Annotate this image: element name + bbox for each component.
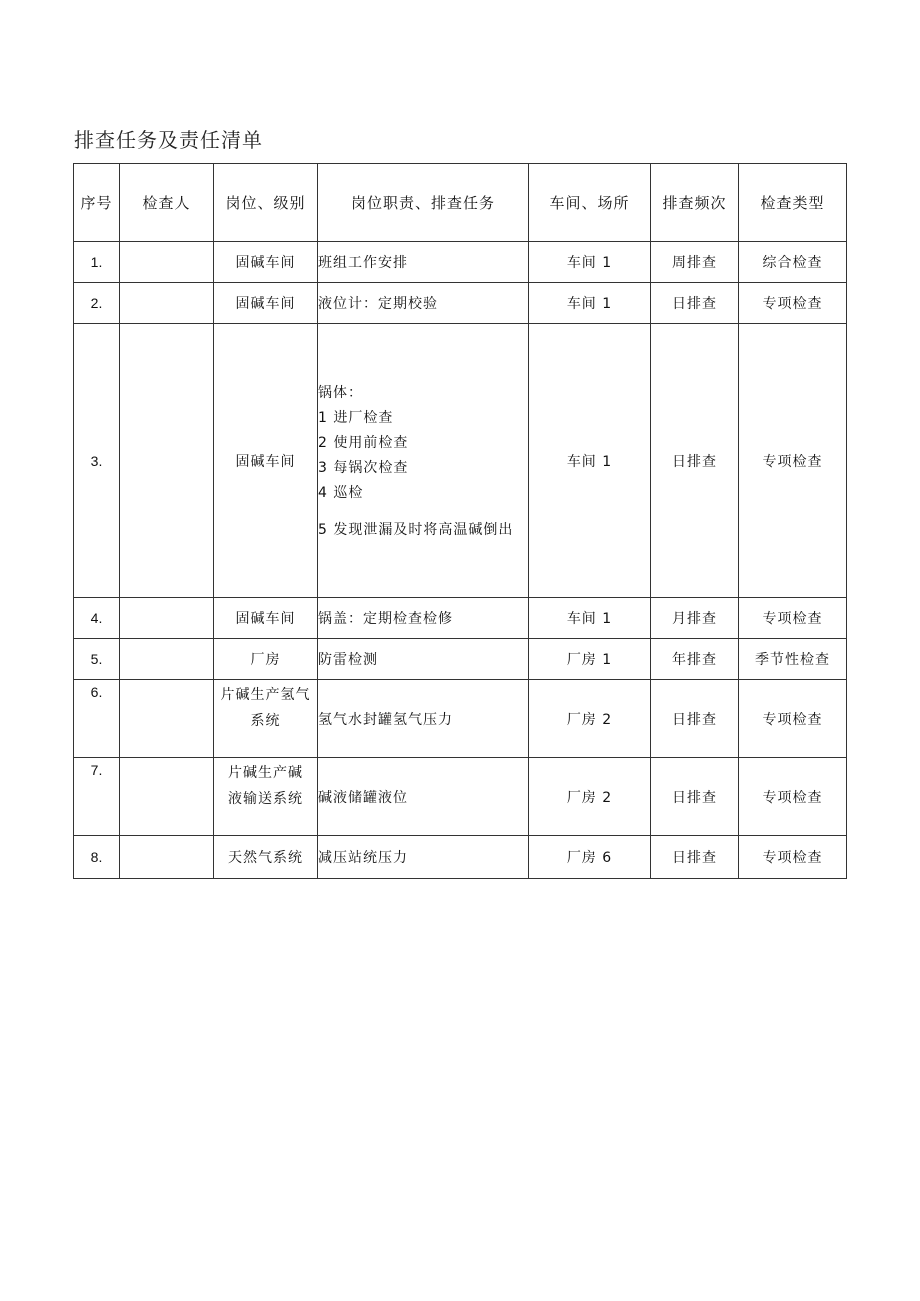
row-position xyxy=(214,758,318,836)
row-task: 锅盖：定期检查检修 xyxy=(318,598,529,639)
row-inspector xyxy=(120,836,214,879)
row-location: 车间 1 xyxy=(529,324,651,598)
row-type: 专项检查 xyxy=(739,836,847,879)
header-inspector: 检查人 xyxy=(120,164,214,242)
row-seq: 2. xyxy=(74,283,120,324)
table-header-row xyxy=(74,164,847,242)
table-row xyxy=(74,598,847,639)
row-position xyxy=(214,680,318,758)
row-type: 专项检查 xyxy=(739,324,847,598)
table-row xyxy=(74,283,847,324)
row-position: 固碱车间 xyxy=(214,242,318,283)
header-position: 岗位、级别 xyxy=(214,164,318,242)
position-line: 片碱生产碱 xyxy=(228,765,303,781)
row-task: 减压站统压力 xyxy=(318,836,529,879)
row-seq: 1. xyxy=(74,242,120,283)
table-row xyxy=(74,639,847,680)
row-task: 防雷检测 xyxy=(318,639,529,680)
row-frequency: 周排查 xyxy=(651,242,739,283)
position-line: 系统 xyxy=(250,713,281,729)
header-seq: 序号 xyxy=(74,164,120,242)
header-type: 检查类型 xyxy=(739,164,847,242)
row-seq: 4. xyxy=(74,598,120,639)
row-location: 车间 1 xyxy=(529,242,651,283)
row-frequency: 月排查 xyxy=(651,598,739,639)
row-task: 班组工作安排 xyxy=(318,242,529,283)
row-inspector xyxy=(120,242,214,283)
row-location: 车间 1 xyxy=(529,283,651,324)
task-line: 4 巡检 xyxy=(318,484,364,501)
row-task: 碱液储罐液位 xyxy=(318,758,529,836)
row-type: 综合检查 xyxy=(739,242,847,283)
task-line: 3 每锅次检查 xyxy=(318,459,409,476)
row-position: 天然气系统 xyxy=(214,836,318,879)
row-task: 液位计：定期校验 xyxy=(318,283,529,324)
table-row xyxy=(74,324,847,598)
position-line: 片碱生产氢气 xyxy=(220,687,311,703)
row-inspector xyxy=(120,680,214,758)
row-frequency: 日排查 xyxy=(651,283,739,324)
row-type: 季节性检查 xyxy=(739,639,847,680)
row-type: 专项检查 xyxy=(739,680,847,758)
row-frequency: 日排查 xyxy=(651,836,739,879)
row-frequency: 年排查 xyxy=(651,639,739,680)
table-row xyxy=(74,680,847,758)
table-row xyxy=(74,758,847,836)
task-line: 锅体： xyxy=(318,384,363,401)
header-location: 车间、场所 xyxy=(529,164,651,242)
row-seq: 7. xyxy=(74,758,120,836)
row-position: 固碱车间 xyxy=(214,598,318,639)
row-frequency: 日排查 xyxy=(651,680,739,758)
row-location: 车间 1 xyxy=(529,598,651,639)
row-task: 氢气水封罐氢气压力 xyxy=(318,680,529,758)
row-inspector xyxy=(120,758,214,836)
row-type: 专项检查 xyxy=(739,758,847,836)
task-line: 1 进厂检查 xyxy=(318,409,394,426)
row-seq: 5. xyxy=(74,639,120,680)
row-task-list xyxy=(318,324,529,598)
row-inspector xyxy=(120,324,214,598)
row-location: 厂房 2 xyxy=(529,758,651,836)
task-responsibility-table xyxy=(73,163,847,879)
row-seq: 3. xyxy=(74,324,120,598)
row-type: 专项检查 xyxy=(739,598,847,639)
document-title: 排查任务及责任清单 xyxy=(74,128,263,152)
row-position: 厂房 xyxy=(214,639,318,680)
row-location: 厂房 1 xyxy=(529,639,651,680)
table-row xyxy=(74,836,847,879)
task-line: 5 发现泄漏及时将高温碱倒出 xyxy=(318,521,514,538)
row-frequency: 日排查 xyxy=(651,758,739,836)
row-seq: 8. xyxy=(74,836,120,879)
row-seq: 6. xyxy=(74,680,120,758)
header-task: 岗位职责、排查任务 xyxy=(318,164,529,242)
row-position: 固碱车间 xyxy=(214,283,318,324)
row-location: 厂房 2 xyxy=(529,680,651,758)
row-frequency: 日排查 xyxy=(651,324,739,598)
row-position: 固碱车间 xyxy=(214,324,318,598)
row-inspector xyxy=(120,639,214,680)
position-line: 液输送系统 xyxy=(228,791,303,807)
task-line: 2 使用前检查 xyxy=(318,434,409,451)
table-row xyxy=(74,242,847,283)
row-inspector xyxy=(120,598,214,639)
row-type: 专项检查 xyxy=(739,283,847,324)
row-inspector xyxy=(120,283,214,324)
header-frequency: 排查频次 xyxy=(651,164,739,242)
row-location: 厂房 6 xyxy=(529,836,651,879)
